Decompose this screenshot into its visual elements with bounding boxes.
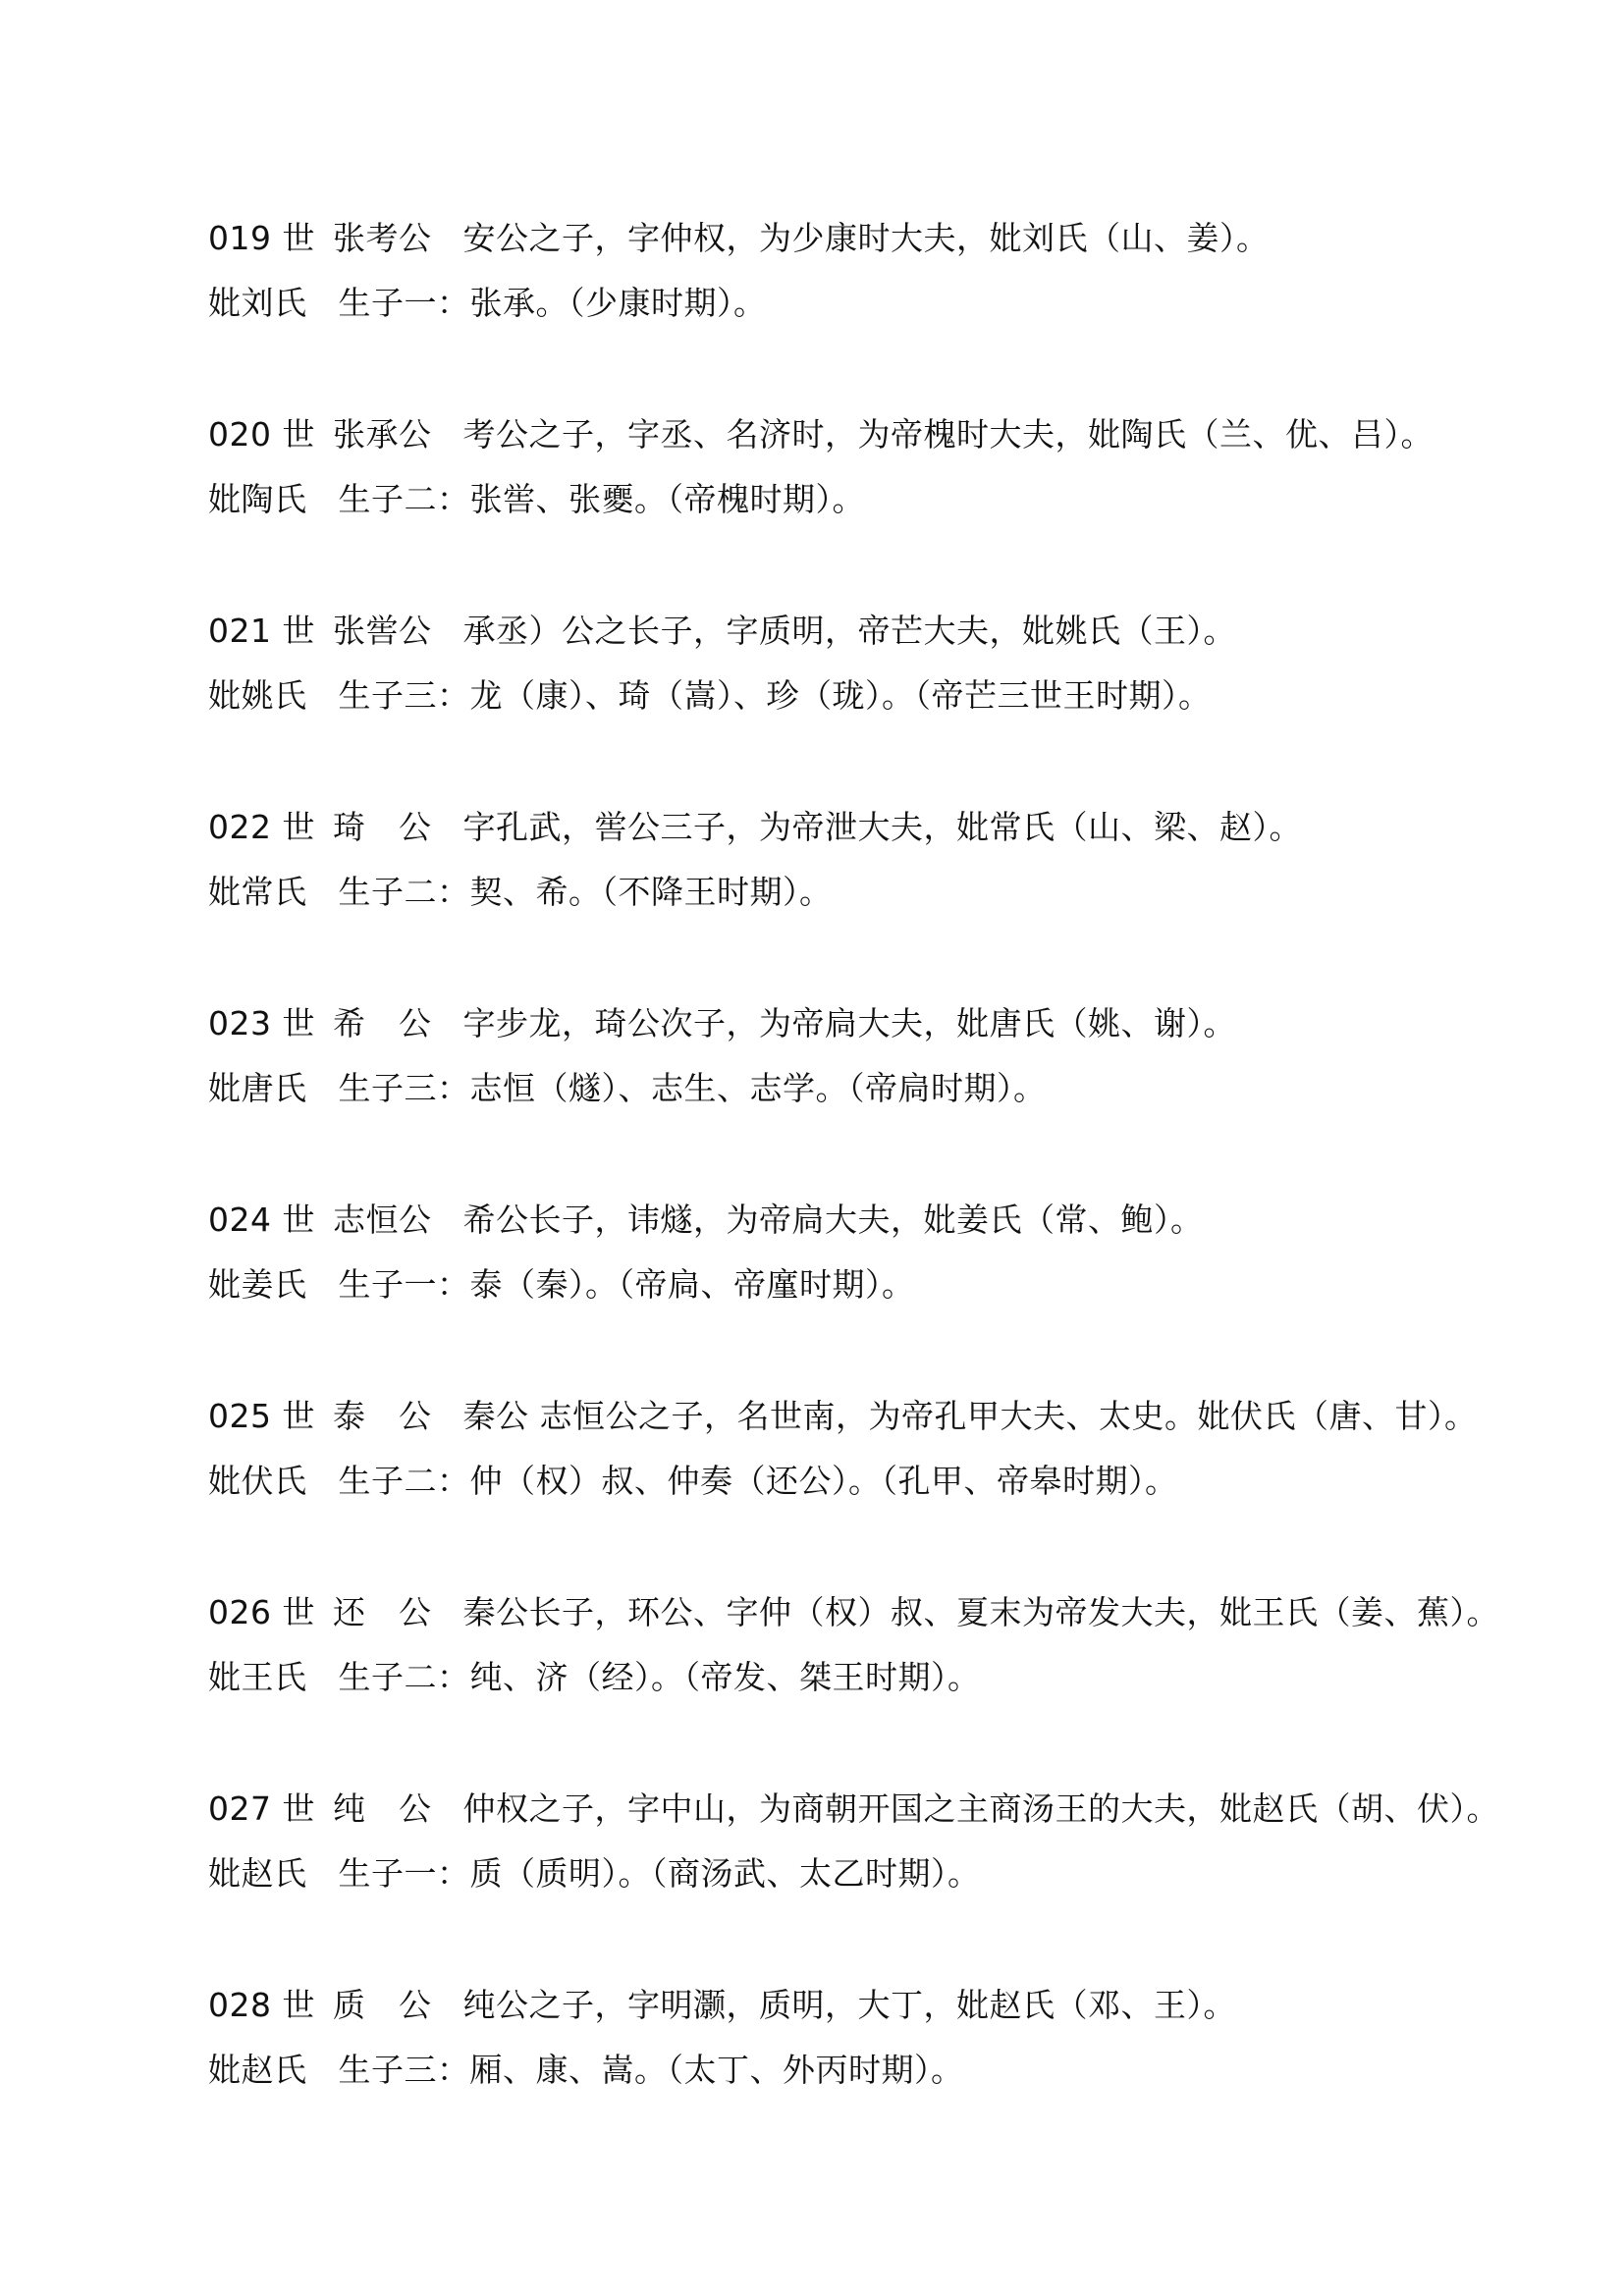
- ancestor-description: 纯公之子，字明灏，质明，大丁，妣赵氏（邓、王）。: [462, 1986, 1236, 2024]
- ancestor-name: 志恒公: [332, 1201, 432, 1239]
- entry-header-line: [208, 1777, 1583, 1842]
- entry-children-line: [208, 1056, 1583, 1121]
- ancestor-name: 琦 公: [332, 808, 432, 846]
- genealogy-entry: [208, 1973, 1583, 2169]
- entry-header-line: [208, 795, 1583, 860]
- generation-number: 026 世: [208, 1593, 315, 1631]
- wife-name: 妣陶氏: [208, 480, 307, 518]
- entry-header-line: [208, 402, 1583, 467]
- genealogy-entry: [208, 1384, 1583, 1580]
- children-description: 生子三：志恒（燧）、志生、志学。（帝扃时期）。: [338, 1069, 1047, 1107]
- children-description: 生子一：泰（秦）。（帝扃、帝廑时期）。: [338, 1265, 915, 1304]
- ancestor-description: 承丞）公之长子，字质明，帝芒大夫，妣姚氏（王）。: [462, 612, 1236, 650]
- genealogy-entry: [208, 1580, 1583, 1777]
- ancestor-name: 希 公: [332, 1004, 432, 1042]
- entry-header-line: [208, 1188, 1583, 1253]
- entry-header-line: [208, 206, 1583, 271]
- entry-children-line: [208, 664, 1583, 728]
- generation-number: 023 世: [208, 1004, 315, 1042]
- ancestor-description: 字孔武，喾公三子，为帝泄大夫，妣常氏（山、梁、赵）。: [462, 808, 1302, 846]
- generation-number: 027 世: [208, 1789, 315, 1828]
- ancestor-name: 还 公: [332, 1593, 432, 1631]
- ancestor-name: 纯 公: [332, 1789, 432, 1828]
- genealogy-entry: [208, 402, 1583, 599]
- ancestor-name: 泰 公: [332, 1397, 432, 1435]
- genealogy-entry: [208, 599, 1583, 795]
- wife-name: 妣刘氏: [208, 284, 307, 322]
- entry-children-line: [208, 467, 1583, 532]
- wife-name: 妣赵氏: [208, 1854, 307, 1893]
- wife-name: 妣姜氏: [208, 1265, 307, 1304]
- entry-children-line: [208, 1645, 1583, 1710]
- entry-header-line: [208, 991, 1583, 1056]
- wife-name: 妣常氏: [208, 873, 307, 911]
- wife-name: 妣赵氏: [208, 2051, 307, 2089]
- genealogy-entry: [208, 1777, 1583, 1973]
- children-description: 生子二：纯、济（经）。（帝发、桀王时期）。: [338, 1658, 981, 1696]
- children-description: 生子一：质（质明）。（商汤武、太乙时期）。: [338, 1854, 981, 1893]
- entry-header-line: [208, 1580, 1583, 1645]
- wife-name: 妣王氏: [208, 1658, 307, 1696]
- generation-number: 024 世: [208, 1201, 315, 1239]
- children-description: 生子三：龙（康）、琦（嵩）、珍（珑）。（帝芒三世王时期）。: [338, 676, 1212, 715]
- generation-number: 021 世: [208, 612, 315, 650]
- entry-header-line: [208, 599, 1583, 664]
- children-description: 生子二：契、希。（不降王时期）。: [338, 873, 833, 911]
- wife-name: 妣唐氏: [208, 1069, 307, 1107]
- wife-name: 妣姚氏: [208, 676, 307, 715]
- genealogy-entry: [208, 206, 1583, 402]
- ancestor-description: 考公之子，字丞、名济时，为帝槐时大夫，妣陶氏（兰、优、吕）。: [462, 415, 1434, 454]
- entry-children-line: [208, 1842, 1583, 1906]
- entry-children-line: [208, 1253, 1583, 1317]
- entry-children-line: [208, 1449, 1583, 1514]
- entry-children-line: [208, 2038, 1583, 2103]
- entry-children-line: [208, 860, 1583, 925]
- children-description: 生子一：张承。（少康时期）。: [338, 284, 767, 322]
- genealogy-entry: [208, 991, 1583, 1188]
- genealogy-entry: [208, 1188, 1583, 1384]
- entry-header-line: [208, 1973, 1583, 2038]
- ancestor-description: 仲权之子，字中山，为商朝开国之主商汤王的大夫，妣赵氏（胡、伏）。: [462, 1789, 1499, 1828]
- entry-children-line: [208, 271, 1583, 336]
- generation-number: 028 世: [208, 1986, 315, 2024]
- ancestor-description: 安公之子，字仲权，为少康时大夫，妣刘氏（山、姜）。: [462, 219, 1270, 257]
- generation-number: 025 世: [208, 1397, 315, 1435]
- ancestor-name: 张考公: [332, 219, 432, 257]
- ancestor-description: 希公长子，讳燧，为帝扃大夫，妣姜氏（常、鲍）。: [462, 1201, 1204, 1239]
- ancestor-description: 秦公长子，环公、字仲（权）叔、夏末为帝发大夫，妣王氏（姜、蕉）。: [462, 1593, 1499, 1631]
- children-description: 生子三：厢、康、嵩。（太丁、外丙时期）。: [338, 2051, 964, 2089]
- ancestor-name: 张承公: [332, 415, 432, 454]
- ancestor-description: 字步龙，琦公次子，为帝扃大夫，妣唐氏（姚、谢）。: [462, 1004, 1236, 1042]
- generation-number: 022 世: [208, 808, 315, 846]
- wife-name: 妣伏氏: [208, 1462, 307, 1500]
- children-description: 生子二：仲（权）叔、仲奏（还公）。（孔甲、帝皋时期）。: [338, 1462, 1178, 1500]
- children-description: 生子二：张喾、张夒。（帝槐时期）。: [338, 480, 865, 518]
- ancestor-description: 秦公 志恒公之子，名世南，为帝孔甲大夫、太史。妣伏氏（唐、甘）。: [462, 1397, 1478, 1435]
- genealogy-entry: [208, 795, 1583, 991]
- ancestor-name: 张喾公: [332, 612, 432, 650]
- ancestor-name: 质 公: [332, 1986, 432, 2024]
- generation-number: 019 世: [208, 219, 315, 257]
- generation-number: 020 世: [208, 415, 315, 454]
- entry-header-line: [208, 1384, 1583, 1449]
- genealogy-entries: [208, 206, 1583, 2169]
